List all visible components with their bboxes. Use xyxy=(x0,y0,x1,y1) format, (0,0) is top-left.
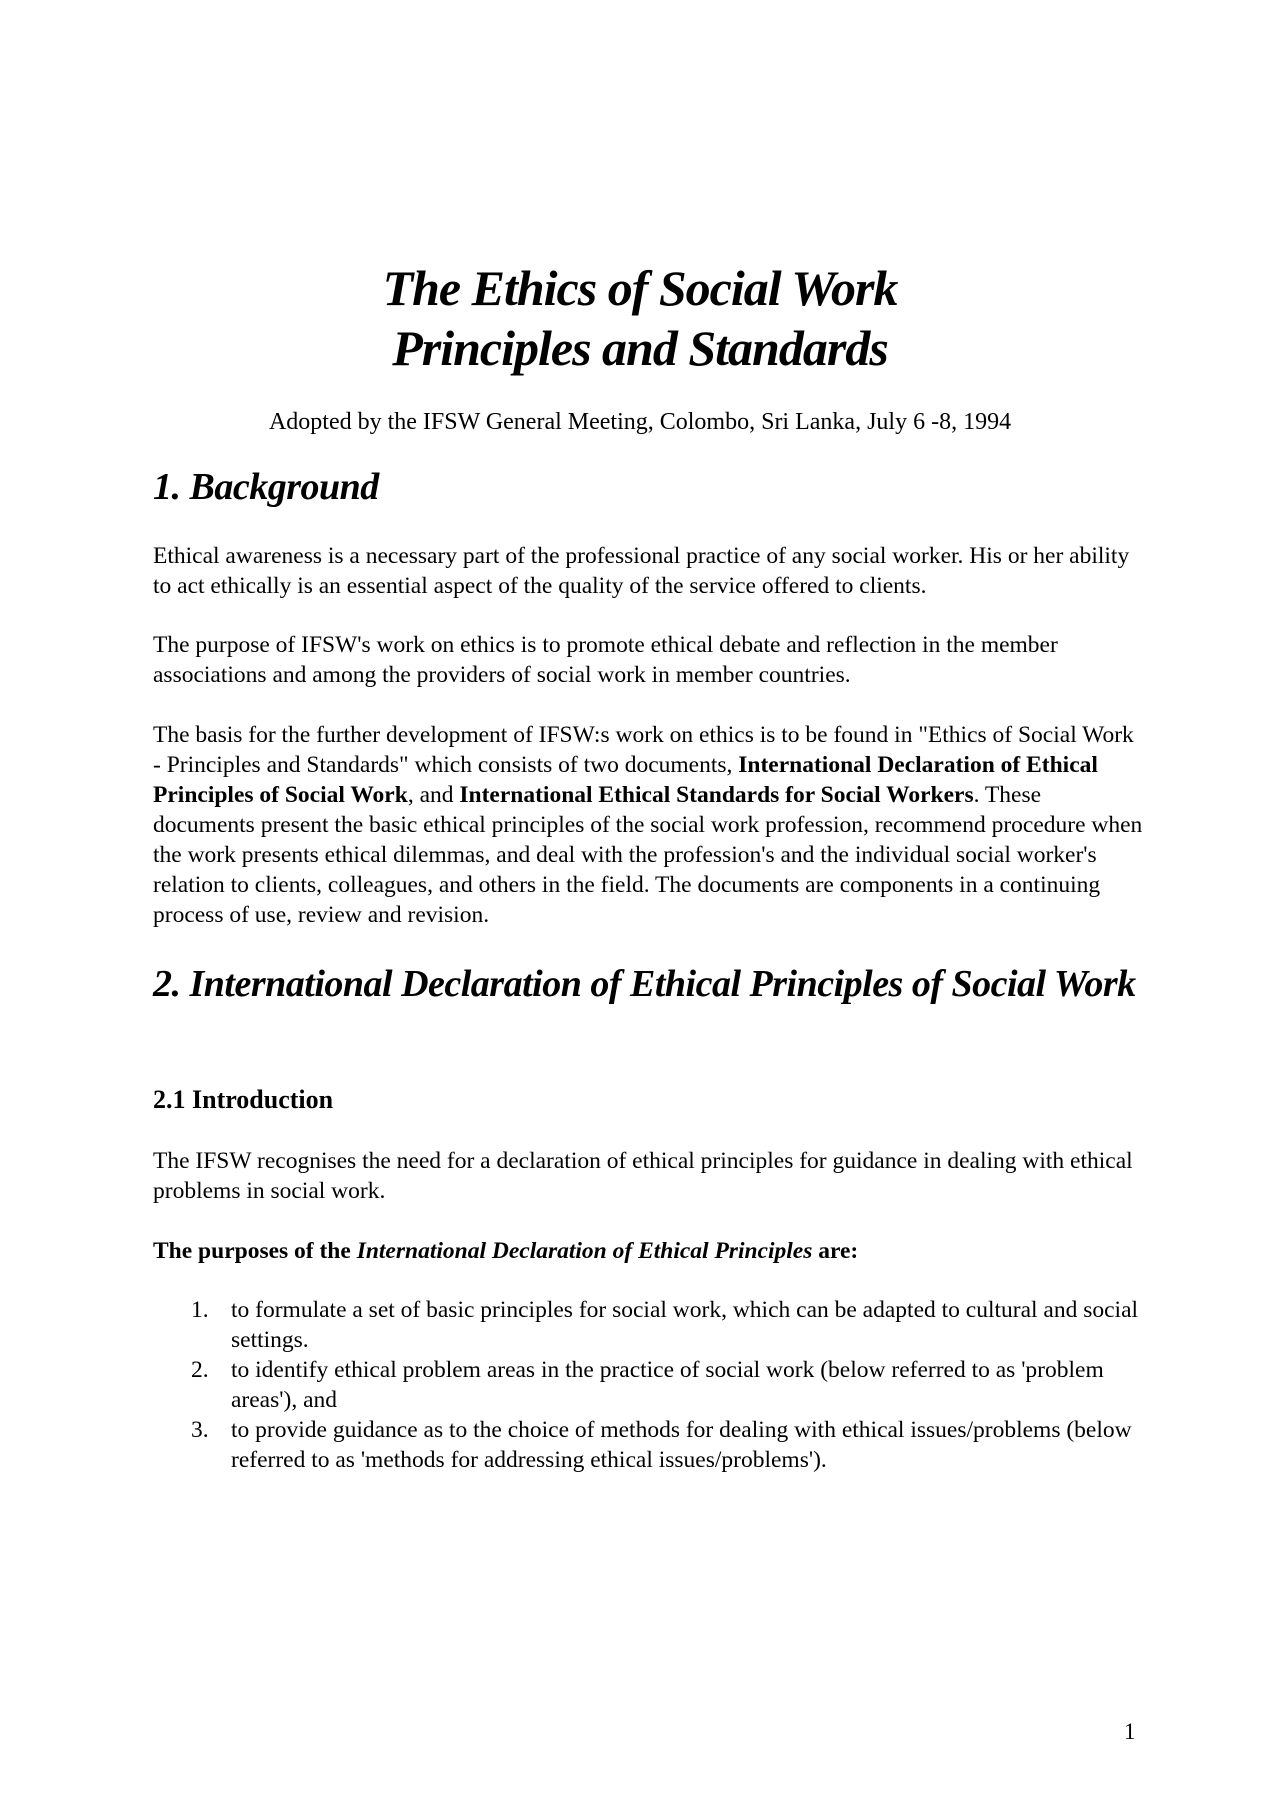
document-title-line2: Principles and Standards xyxy=(392,320,888,376)
purposes-lead-suffix: are: xyxy=(812,1238,859,1264)
list-item-text: to provide guidance as to the choice of methods for dealing with ethical issues/problems (below referred to as 'methods for addressing ethical issues/problems'). xyxy=(231,1417,1132,1473)
list-item-text: to formulate a set of basic principles for social work, which can be adapted to cultural and social settings. xyxy=(231,1297,1139,1353)
section-heading-background: 1. Background xyxy=(153,466,379,508)
purposes-list xyxy=(153,1295,1143,1475)
introduction-paragraph: The IFSW recognises the need for a declaration of ethical principles for guidance in dealing with ethical problems in social work. xyxy=(153,1148,1133,1204)
para3-text-2: , and xyxy=(407,782,460,808)
para3-text-3: . These documents present the basic ethical principles of the social work profession, recommend procedure when the work presents ethical dilemmas, and deal with the profession's and the individual social worker's relation to clients, colleagues, and others in the field. The documents are components in a continuing process of use, review and revision. xyxy=(153,782,1143,928)
background-paragraph-1: Ethical awareness is a necessary part of the professional practice of any social worker. His or her ability to act ethically is an essential aspect of the quality of the service offered to clients. xyxy=(153,543,1130,599)
para3-bold-declaration: International Declaration of Ethical Principles of Social Work xyxy=(153,752,1098,808)
background-paragraph-3 xyxy=(153,720,1143,930)
para3-bold-standards: International Ethical Standards for Social Workers xyxy=(459,782,974,808)
background-paragraph-2: The purpose of IFSW's work on ethics is to promote ethical debate and reflection in the member associations and among the providers of social work in member countries. xyxy=(153,632,1058,688)
purposes-list-item xyxy=(153,1355,1143,1415)
list-item-number: 2. xyxy=(191,1357,209,1383)
purposes-lead-italic: International Declaration of Ethical Principles xyxy=(356,1238,813,1264)
para3-text-1: The basis for the further development of IFSW:s work on ethics is to be found in "Ethics of Social Work - Principles and Standards" which consists of two documents, xyxy=(153,722,1134,778)
list-item-number: 1. xyxy=(191,1297,209,1323)
purposes-list-item xyxy=(153,1295,1143,1355)
purposes-lead-prefix: The purposes of the xyxy=(153,1238,357,1264)
purposes-list-item xyxy=(153,1415,1143,1475)
document-title-line1: The Ethics of Social Work xyxy=(382,260,898,316)
subsection-heading-introduction: 2.1 Introduction xyxy=(153,1085,334,1114)
page-number: 1 xyxy=(1124,1719,1136,1744)
purposes-lead xyxy=(153,1236,858,1266)
list-item-text: to identify ethical problem areas in the practice of social work (below referred to as 'problem areas'), and xyxy=(231,1357,1104,1413)
section-heading-declaration: 2. International Declaration of Ethical Principles of Social Work xyxy=(153,963,1136,1005)
adoption-note: Adopted by the IFSW General Meeting, Colombo, Sri Lanka, July 6 -8, 1994 xyxy=(268,409,1012,435)
list-item-number: 3. xyxy=(191,1417,209,1443)
